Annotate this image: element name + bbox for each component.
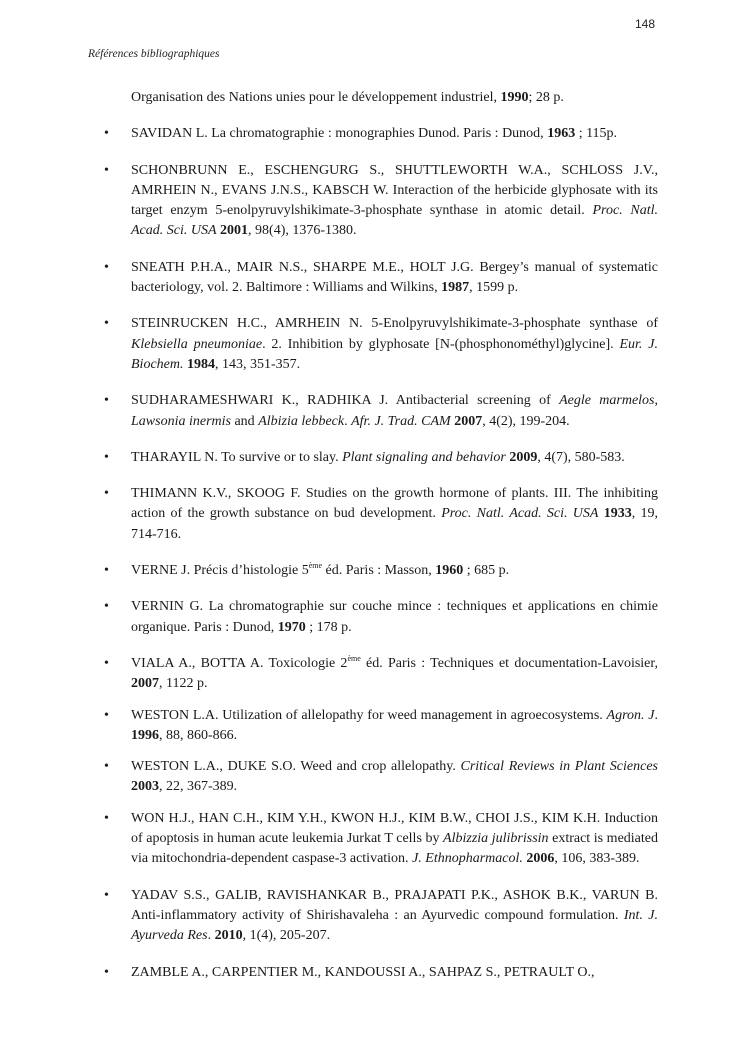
reference-text: VERNE J. Précis d’histologie 5 [131,563,309,579]
reference-italic-text: Albizia lebbeck [258,413,345,429]
reference-text: VERNIN G. La chromatographie sur couche mince : techniques et applications en chimie organique. Paris : Dunod, [131,599,658,635]
reference-year: 1990 [500,90,529,105]
bullet-icon: • [104,162,109,178]
reference-year: 2009 [509,449,538,465]
reference-italic-text: Lawsonia inermis [131,413,231,429]
bullet-icon: • [104,563,109,579]
reference-item [88,448,658,468]
reference-text: , 1122 p. [159,676,208,692]
reference-year: 1933 [603,506,632,522]
reference-item [88,161,658,242]
reference-year: 2006 [526,851,555,867]
reference-year: 2003 [131,779,159,795]
reference-text: , 4(7), 580-583. [537,449,625,465]
reference-text: extract is mediated via mitochondria-dependent caspase-3 activation. [131,831,658,867]
reference-italic-text: Critical Reviews in Plant Sciences [460,759,658,775]
reference-italic-text: Plant signaling and behavior [342,449,506,465]
running-header: Références bibliographiques [88,48,220,60]
reference-text: . 2. Inhibition by glyphosate [N-(phosphonométhyl)glycine]. [262,336,620,352]
reference-text: éd. Paris : Techniques et documentation-Lavoisier, [360,655,658,671]
reference-text: ; 178 p. [305,619,352,635]
reference-item [88,809,658,870]
reference-text: , 1599 p. [469,280,519,296]
reference-text: and [230,413,259,429]
reference-text: ; 685 p. [463,563,510,579]
reference-superscript: ème [308,561,323,571]
reference-text: , 22, 367-389. [159,779,238,795]
reference-italic-text: Albizzia julibrissin [443,831,549,847]
bullet-icon: • [104,126,109,142]
reference-text: , 88, 860-866. [159,727,238,743]
reference-year: 1970 [277,619,306,635]
reference-year: 2007 [131,676,159,692]
reference-item [88,597,658,638]
reference-text: SNEATH P.H.A., MAIR N.S., SHARPE M.E., HOLT J.G. Bergey’s manual of systematic bacteriology, vol. 2. Baltimore : Williams and Wilkins, [131,259,658,296]
reference-item [88,561,658,581]
reference-text: THIMANN K.V., SKOOG F. Studies on the growth hormone of plants. III. The inhibiting action of the growth substance on bud development. [131,486,658,522]
bullet-icon: • [104,316,109,332]
reference-superscript: ème [347,653,361,663]
reference-year: 1987 [441,280,470,296]
reference-text: , 4(2), 199-204. [482,413,570,429]
page-number: 148 [634,17,655,31]
reference-continuation [131,88,658,108]
reference-italic-text: Proc. Natl. Acad. Sci. USA [131,203,658,239]
reference-item [88,757,658,798]
reference-italic-text: J. Ethnopharmacol. [412,851,523,867]
reference-text: WON H.J., HAN C.H., KIM Y.H., KWON H.J., KIM B.W., CHOI J.S., KIM K.H. Induction of apoptosis in human acute leukemia Jurkat T cells by [131,810,658,847]
reference-text: , 98(4), 1376-1380. [248,223,357,239]
bullet-icon: • [104,599,109,615]
reference-italic-text: Aegle marmelos [559,393,655,409]
reference-year: 2010 [214,928,243,944]
reference-text: SAVIDAN L. La chromatographie : monographies Dunod. Paris : Dunod, [131,126,548,142]
reference-item [88,391,658,432]
reference-italic-text: Eur. J. Biochem. [131,336,658,372]
reference-text: THARAYIL N. To survive or to slay. [131,449,343,465]
reference-item [88,706,658,747]
reference-text: . [207,928,215,944]
reference-year: 2001 [220,223,249,239]
reference-item [88,886,658,947]
reference-item [88,654,658,695]
reference-italic-text: Klebsiella pneumoniae [131,336,263,352]
reference-text: . [344,413,352,429]
bullet-icon: • [104,486,109,502]
reference-item [88,124,658,144]
reference-text: éd. Paris : Masson, [322,563,436,579]
reference-items [88,124,658,983]
bullet-icon: • [104,449,109,465]
reference-italic-text: Int. J. Ayurveda Res [131,907,658,944]
reference-text: , 19, 714-716. [131,506,659,542]
bullet-icon: • [104,810,109,826]
reference-italic-text: Proc. Natl. Acad. Sci. USA [441,506,599,522]
reference-item [88,963,658,983]
reference-year: 1996 [131,727,159,743]
reference-year: 1963 [547,126,576,142]
reference-text: , 1(4), 205-207. [242,928,331,944]
reference-text: , 106, 383-389. [554,851,640,867]
reference-list [88,88,658,999]
reference-text: Organisation des Nations unies pour le développement industriel, [131,90,501,105]
reference-text: ; 28 p. [528,90,564,105]
bullet-icon: • [104,393,109,409]
reference-item [88,484,658,545]
reference-item [88,258,658,299]
reference-text: SCHONBRUNN E., ESCHENGURG S., SHUTTLEWORTH W.A., SCHLOSS J.V., AMRHEIN N., EVANS J.N.S., KABSCH W. Interaction of the herbicide glyphosate with its target enzym 5-enolpyruvylshikimate-3-phosphate synthase in atomic detail. [131,162,658,219]
reference-text: STEINRUCKEN H.C., AMRHEIN N. 5-Enolpyruvylshikimate-3-phosphate synthase of [131,316,658,332]
bullet-icon: • [104,887,109,903]
reference-text: ; 115p. [575,126,618,142]
reference-text: YADAV S.S., GALIB, RAVISHANKAR B., PRAJAPATI P.K., ASHOK B.K., VARUN B. Anti-inflammatory activity of Shirishavaleha : an Ayurvedic compound formulation. [131,887,658,923]
reference-text: , 143, 351-357. [214,356,301,372]
bullet-icon: • [104,964,109,980]
reference-item [88,314,658,375]
reference-year: 1960 [435,563,464,579]
reference-italic-text: Afr. J. Trad. CAM [351,413,451,429]
bullet-icon: • [104,655,109,671]
reference-text: WESTON L.A. Utilization of allelopathy for weed management in agroecosystems. [131,707,607,723]
reference-text: VIALA A., BOTTA A. Toxicologie 2 [131,655,348,671]
reference-text: ZAMBLE A., CARPENTIER M., KANDOUSSI A., SAHPAZ S., PETRAULT O., [131,964,595,980]
reference-year: 2007 [454,413,483,429]
reference-text: . [654,707,659,723]
reference-italic-text: Agron. J [606,707,655,723]
bullet-icon: • [104,759,109,775]
reference-year: 1984 [186,356,215,372]
bullet-icon: • [104,259,109,275]
reference-text: , [654,393,658,409]
reference-text: WESTON L.A., DUKE S.O. Weed and crop allelopathy. [131,759,461,775]
bullet-icon: • [104,707,109,723]
reference-text: SUDHARAMESHWARI K., RADHIKA J. Antibacterial screening of [131,393,560,409]
